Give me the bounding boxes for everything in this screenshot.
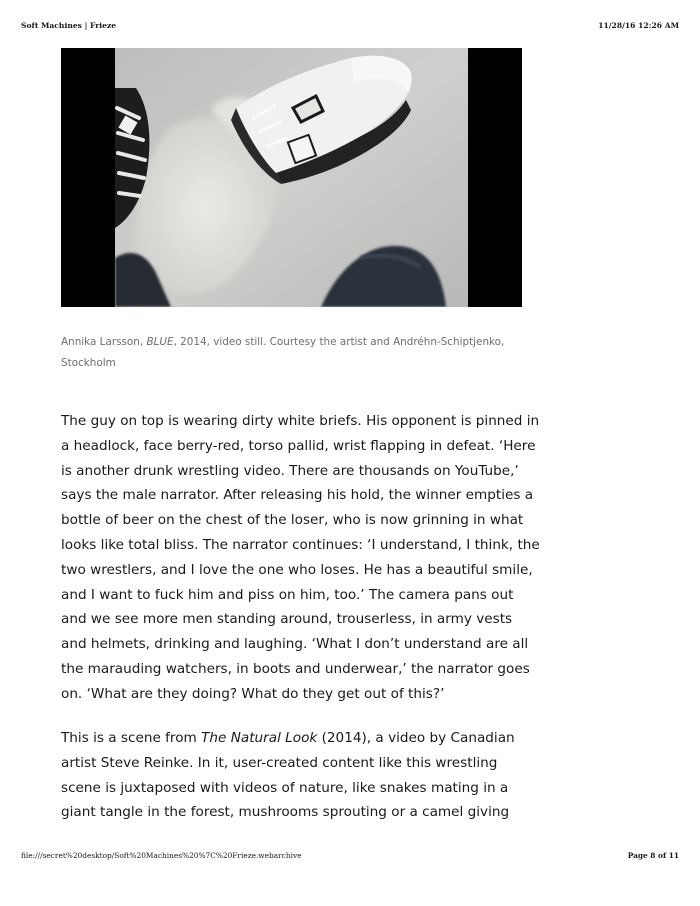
- paragraph-line: a headlock, face berry-red, torso pallid, wrist flapping in defeat. ‘Here: [61, 437, 536, 454]
- caption-text: Stockholm: [61, 357, 116, 369]
- caption-work-title: BLUE: [146, 336, 174, 348]
- article-paragraph: [61, 409, 540, 707]
- paragraph-line: The guy on top is wearing dirty white briefs. His opponent is pinned in: [61, 413, 540, 429]
- print-header-timestamp: 11/28/16 12:26 AM: [598, 21, 679, 30]
- paragraph-line: the marauding watchers, in boots and underwear,’ the narrator goes: [61, 660, 530, 677]
- paragraph-line: artist Steve Reinke. In it, user-created content like this wrestling: [61, 754, 498, 771]
- paragraph-line: and helmets, drinking and laughing. ‘What I don’t understand are all: [61, 636, 529, 653]
- print-footer-url: file:///secret%20desktop/Soft%20Machines%20%7C%20Frieze.webarchive: [21, 851, 302, 860]
- article-paragraph: [61, 726, 531, 825]
- print-header-title: Soft Machines | Frieze: [21, 21, 117, 30]
- caption-text: Annika Larsson,: [61, 336, 147, 348]
- paragraph-line: on. ‘What are they doing? What do they get out of this?’: [61, 685, 445, 702]
- paragraph-line: bottle of beer on the chest of the loser, who is now grinning in what: [61, 512, 524, 529]
- paragraph-line: looks like total bliss. The narrator continues: ‘I understand, I think, the: [61, 536, 540, 553]
- image-caption: [61, 332, 531, 374]
- paragraph-work-title: The Natural Look: [201, 730, 318, 746]
- paragraph-text: (2014), a video by Canadian: [317, 730, 515, 746]
- caption-text: , 2014, video still. Courtesy the artist and Andréhn-Schiptjenko,: [173, 336, 505, 348]
- paragraph-line: giant tangle in the forest, mushrooms sprouting or a camel giving: [61, 804, 510, 821]
- paragraph-line: is another drunk wrestling video. There are thousands on YouTube,’: [61, 462, 519, 479]
- paragraph-line: says the male narrator. After releasing his hold, the winner empties a: [61, 487, 534, 504]
- paragraph-line: two wrestlers, and I love the one who loses. He has a beautiful smile,: [61, 561, 533, 578]
- paragraph-text: This is a scene from: [61, 730, 202, 746]
- video-still-image: [61, 48, 522, 307]
- paragraph-line: and I want to fuck him and piss on him, too.’ The camera pans out: [61, 586, 514, 603]
- paragraph-line: and we see more men standing around, trouserless, in army vests: [61, 611, 513, 628]
- print-footer-page-number: Page 8 of 11: [627, 851, 679, 860]
- paragraph-line: scene is juxtaposed with videos of nature, like snakes mating in a: [61, 779, 509, 796]
